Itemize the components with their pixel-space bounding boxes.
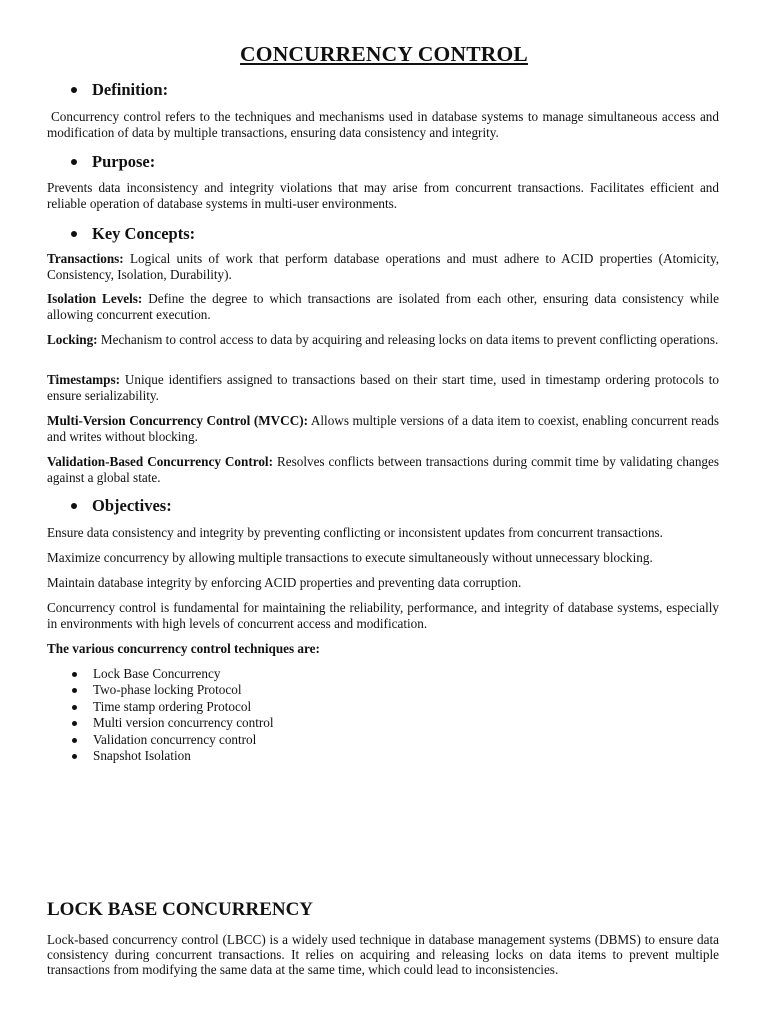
list-item: [47, 682, 274, 698]
list-item: [47, 699, 274, 715]
concept-term: Validation-Based Concurrency Control:: [47, 454, 273, 469]
concept-term: Locking:: [47, 332, 98, 347]
list-item: [47, 748, 274, 764]
purpose-heading-label: Purpose:: [92, 152, 156, 171]
concept-text: Logical units of work that perform database operations and must adhere to ACID properties (Atomicity, Consistency, Isolation, Durability).: [47, 251, 719, 282]
bullet-icon: [71, 503, 77, 509]
list-item: [47, 666, 274, 682]
list-item-label: Lock Base Concurrency: [93, 666, 221, 681]
objective-paragraph: Maximize concurrency by allowing multiple transactions to execute simultaneously without unnecessary blocking.: [47, 550, 653, 565]
concept-term: Multi-Version Concurrency Control (MVCC):: [47, 413, 309, 428]
concept-validation: [47, 454, 719, 485]
bullet-icon: [72, 721, 77, 726]
bullet-icon: [72, 688, 77, 693]
concept-isolation-levels: [47, 291, 719, 322]
concept-text: Unique identifiers assigned to transactions based on their start time, used in timestamp ordering protocols to ensure serializability.: [47, 372, 719, 403]
objective-paragraph: Ensure data consistency and integrity by preventing conflicting or inconsistent updates from concurrent transactions.: [47, 525, 663, 540]
list-item: [47, 732, 274, 748]
list-item-label: Multi version concurrency control: [93, 715, 274, 731]
concept-locking: [47, 332, 719, 348]
objectives-heading: [66, 496, 172, 516]
list-item-label: Snapshot Isolation: [93, 748, 191, 764]
list-item-label: Time stamp ordering Protocol: [93, 698, 252, 714]
definition-text: Concurrency control refers to the techniques and mechanisms used in database systems to manage simultaneous access and modification of data by multiple transactions, ensuring data consistency and integrity.: [47, 109, 719, 140]
lock-base-heading: LOCK BASE CONCURRENCY: [47, 899, 314, 920]
objective-paragraph: Concurrency control is fundamental for maintaining the reliability, performance, and integrity of database systems, especially in environments with high levels of concurrent access and modification.: [47, 600, 719, 631]
page-title: CONCURRENCY CONTROL: [240, 42, 528, 66]
definition-heading-label: Definition:: [92, 80, 169, 99]
bullet-icon: [71, 87, 77, 93]
objective-paragraph: Maintain database integrity by enforcing ACID properties and preventing data corruption.: [47, 575, 522, 590]
bullet-icon: [72, 705, 77, 710]
bullet-icon: [71, 231, 77, 237]
concept-text: Allows multiple versions of a data item to coexist, enabling concurrent reads and writes without blocking.: [47, 413, 719, 444]
techniques-list: [47, 666, 274, 764]
key-concepts-heading: [66, 224, 195, 244]
concept-text: Mechanism to control access to data by acquiring and releasing locks on data items to prevent conflicting operations.: [97, 332, 719, 347]
objectives-heading-label: Objectives:: [92, 496, 172, 515]
concept-term: Isolation Levels:: [47, 291, 143, 306]
bullet-icon: [72, 754, 77, 759]
concept-term: Transactions:: [47, 251, 124, 266]
purpose-text: Prevents data inconsistency and integrity violations that may arise from concurrent transactions. Facilitates efficient and reliable operation of database systems in multi-user environments.: [47, 180, 719, 211]
list-item-label: Validation concurrency control: [93, 731, 257, 747]
concept-text: Resolves conflicts between transactions during commit time by validating changes against a global state.: [47, 454, 719, 485]
key-concepts-heading-label: Key Concepts:: [92, 224, 196, 243]
list-item-label: Two-phase locking Protocol: [93, 682, 242, 698]
bullet-icon: [72, 672, 77, 677]
concept-mvcc: [47, 413, 719, 444]
bullet-icon: [72, 738, 77, 743]
purpose-heading: [66, 152, 155, 172]
list-item: [47, 715, 274, 731]
bullet-icon: [71, 159, 77, 165]
lock-base-text: Lock-based concurrency control (LBCC) is a widely used technique in database management systems (DBMS) to ensure data consistency during concurrent transactions. It relies on acquiring and releasing locks on data items to prevent multiple transactions from modifying the same data at the same time, which could lead to inconsistencies.: [47, 932, 719, 977]
definition-heading: [66, 80, 168, 100]
concept-term: Timestamps:: [47, 372, 121, 387]
concept-timestamps: [47, 372, 719, 403]
concept-transactions: [47, 251, 719, 282]
concept-text: Define the degree to which transactions are isolated from each other, ensuring data consistency while allowing concurrent execution.: [47, 291, 719, 322]
techniques-heading: The various concurrency control techniques are:: [47, 641, 320, 656]
